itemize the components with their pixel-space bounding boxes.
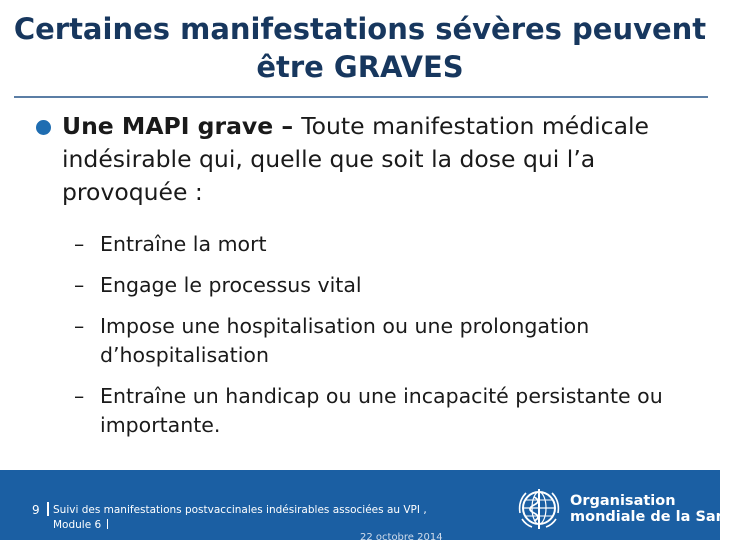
bullet-rest: Toute manifestation médicale indésirable qui, quelle que soit la dose qui l’a provoquée :	[62, 112, 649, 206]
footer-date: 22 octobre 2014	[360, 532, 443, 543]
slide-title-line1: Certaines manifestations sévères peuvent	[13, 12, 707, 46]
sub-bullet-text: Entraîne un handicap ou une incapacité persistante ou importante.	[100, 384, 663, 437]
sub-bullet	[74, 382, 694, 440]
footer-separator	[47, 502, 49, 516]
main-bullet	[36, 110, 696, 209]
who-logo	[514, 483, 743, 533]
bullet-lead: Une MAPI grave –	[62, 112, 302, 140]
slide-title	[0, 10, 720, 86]
sub-bullet-text: Impose une hospitalisation ou une prolongation d’hospitalisation	[100, 314, 590, 367]
footer-text	[53, 503, 453, 533]
who-org-line2: mondiale de la Santé	[570, 509, 743, 525]
dash-icon: –	[74, 232, 85, 256]
title-divider	[14, 96, 708, 98]
who-org-name	[570, 493, 743, 525]
slide-title-line2: être GRAVES	[256, 50, 464, 84]
sub-bullet	[74, 230, 694, 259]
sub-bullet-list	[74, 230, 694, 452]
dash-icon: –	[74, 314, 85, 338]
dash-icon: –	[74, 384, 85, 408]
footer-course-text: Suivi des manifestations postvaccinales indésirables associées au VPI , Module 6	[53, 504, 427, 531]
bullet-dot-icon	[36, 120, 51, 135]
sub-bullet	[74, 312, 694, 370]
dash-icon: –	[74, 273, 85, 297]
who-emblem-icon	[514, 483, 564, 533]
sub-bullet-text: Engage le processus vital	[100, 273, 362, 297]
who-org-line1: Organisation	[570, 493, 676, 509]
footer-separator-small	[107, 519, 108, 529]
main-bullet-text	[36, 110, 696, 209]
sub-bullet-text: Entraîne la mort	[100, 232, 267, 256]
page-number: 9	[32, 503, 40, 517]
sub-bullet	[74, 271, 694, 300]
